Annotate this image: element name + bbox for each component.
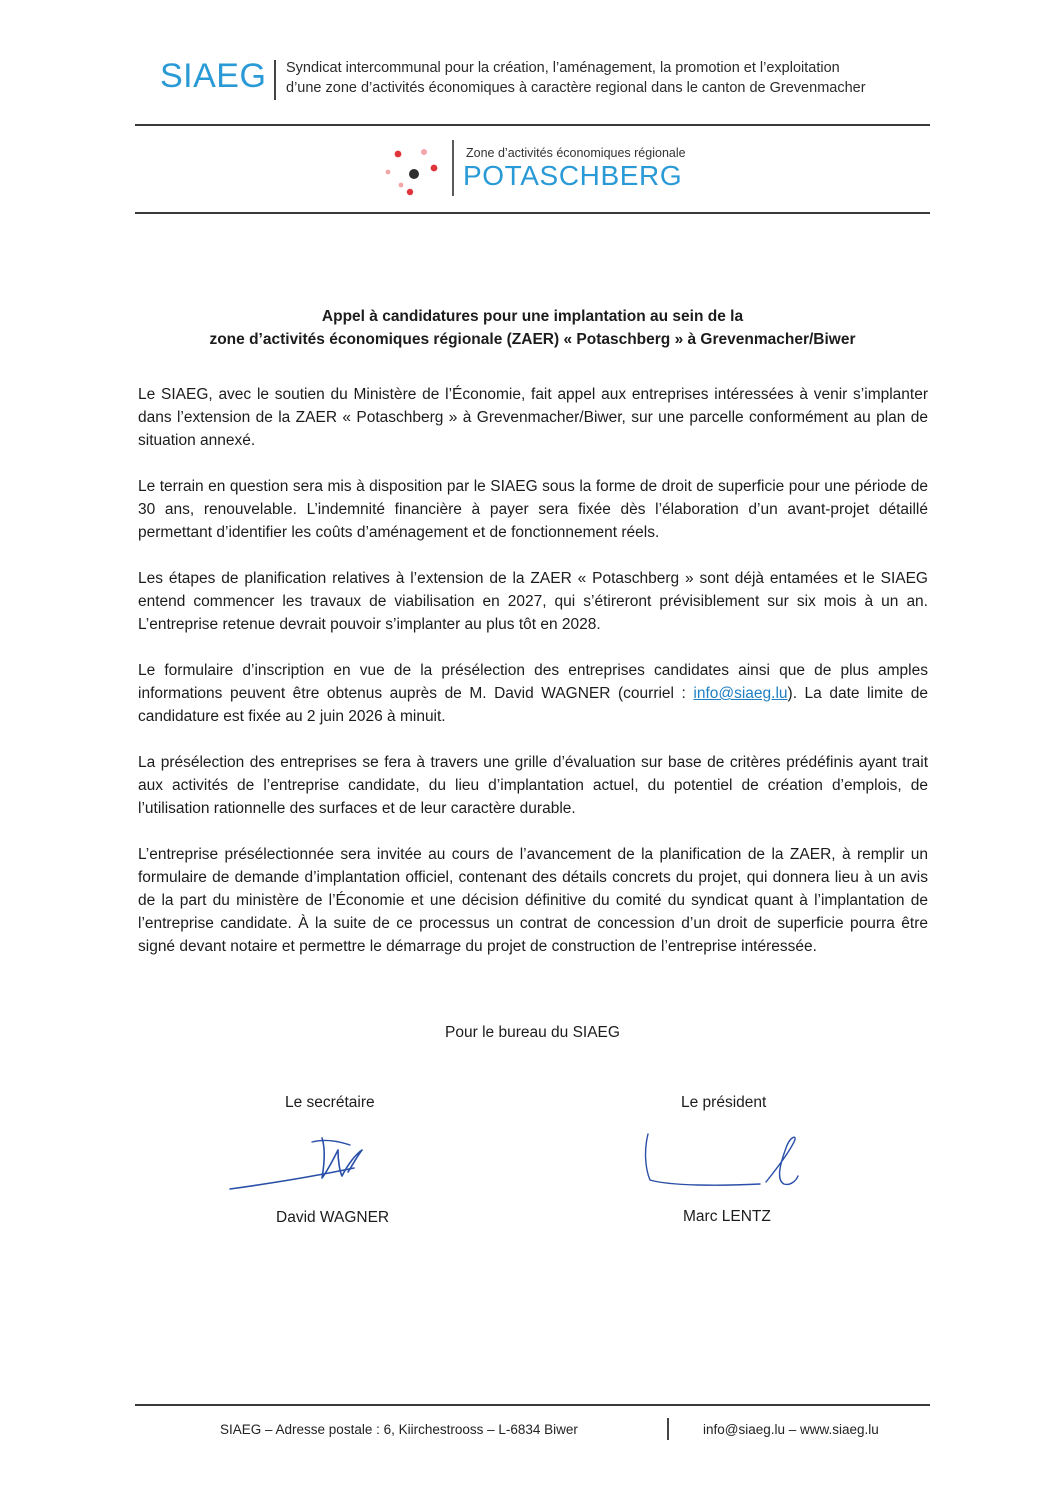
secretary-signature xyxy=(226,1128,376,1198)
secretary-title: Le secrétaire xyxy=(285,1094,375,1111)
paragraph-2: Le terrain en question sera mis à disposition par le SIAEG sous la forme de droit de superficie pour une période de 30 ans, renouvelable. L’indemnité financière à payer sera fixée dès l’élaboration d’un avant-projet détaillé permettant d’identifier les coûts d’aménagement et de fonctionnement réels. xyxy=(138,478,928,541)
closing-line: Pour le bureau du SIAEG xyxy=(445,1024,620,1041)
footer-separator xyxy=(667,1418,669,1440)
paragraph-4 xyxy=(138,659,928,728)
president-title: Le président xyxy=(681,1094,767,1111)
title-line2: zone d’activités économiques régionale (ZAER) « Potaschberg » à Grevenmacher/Biwer xyxy=(209,331,856,348)
footer-address: SIAEG – Adresse postale : 6, Kiirchestrooss – L-6834 Biwer xyxy=(220,1422,578,1437)
paragraph-5: La présélection des entreprises se fera à travers une grille d’évaluation sur base de critères prédéfinis ayant trait aux activités de l’entreprise candidate, du lieu d’implantation actuel, du potentiel de création d’emplois, de l’utilisation rationnelle des surfaces et de leur caractère durable. xyxy=(138,754,928,817)
header-rule-bottom xyxy=(135,212,930,214)
header-description xyxy=(286,58,866,98)
title-line1: Appel à candidatures pour une implantation au sein de la xyxy=(321,308,744,325)
paragraph-3: Les étapes de planification relatives à l’extension de la ZAER « Potaschberg » sont déjà entamées et le SIAEG entend commencer les travaux de viabilisation en 2027, qui s’étireront prévisiblement sur six mois à un an. L’entreprise retenue devrait pouvoir s’implanter au plus tôt en 2028. xyxy=(138,570,928,633)
potaschberg-name: POTASCHBERG xyxy=(463,160,683,191)
header-description-line2: d’une zone d’activités économiques à caractère regional dans le canton de Grevenmacher xyxy=(286,80,866,96)
email-link[interactable]: info@siaeg.lu xyxy=(693,685,788,702)
header-description-line1: Syndicat intercommunal pour la création, l’aménagement, la promotion et l’exploitation xyxy=(286,60,840,76)
paragraph-1: Le SIAEG, avec le soutien du Ministère de l’Économie, fait appel aux entreprises intéressées à venir s’implanter dans l’extension de la ZAER « Potaschberg » à Grevenmacher/Biwer, sur une parcelle conformément au plan de situation annexé. xyxy=(138,386,928,449)
document-body xyxy=(138,383,928,981)
footer-contact: info@siaeg.lu – www.siaeg.lu xyxy=(703,1422,879,1437)
paragraph-4-after: ). La date limite de candidature est fixée au 2 juin 2026 à minuit. xyxy=(138,685,929,725)
footer-rule xyxy=(135,1404,930,1406)
header-separator xyxy=(274,60,276,100)
paragraph-6: L’entreprise présélectionnée sera invitée au cours de l’avancement de la planification de la ZAER, à remplir un formulaire de demande d’implantation officiel, contenant des détails concrets du projet, qui donnera lieu à un avis de la part du ministère de l’Économie et une décision définitive du comité du syndicat quant à l’implantation de l’entreprise candidate. À la suite de ce processus un contrat de concession d’un droit de superficie pourra être signé devant notaire et permettre le démarrage du projet de construction de l’entreprise intéressée. xyxy=(138,846,928,955)
potaschberg-dots-icon xyxy=(384,140,444,200)
document-title xyxy=(135,305,930,351)
siaeg-logo: SIAEG xyxy=(160,57,267,95)
president-name: Marc LENTZ xyxy=(683,1208,771,1225)
potaschberg-separator xyxy=(452,140,454,196)
header-rule-top xyxy=(135,124,930,126)
president-signature xyxy=(640,1126,810,1196)
paragraph-4-before: Le formulaire d’inscription en vue de la présélection des entreprises candidates ainsi que de plus amples informations peuvent être obtenus auprès de M. David WAGNER (courriel : xyxy=(138,662,928,702)
potaschberg-subtitle: Zone d’activités économiques régionale xyxy=(466,146,686,160)
secretary-name: David WAGNER xyxy=(276,1209,390,1226)
